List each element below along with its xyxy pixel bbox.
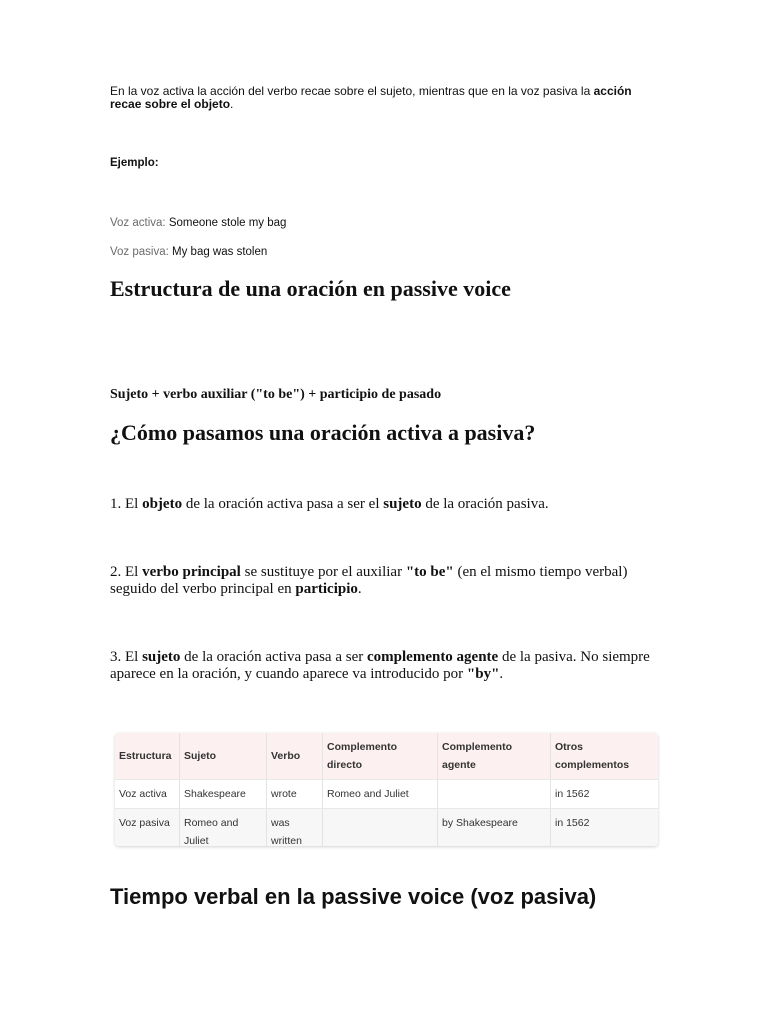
table-cell: Voz activa (115, 780, 180, 809)
intro-period: . (230, 97, 234, 111)
table-cell: Voz pasiva (115, 809, 180, 847)
step-1-bold: sujeto (383, 496, 422, 512)
step-2-bold: participio (295, 581, 358, 597)
step-1-text: de la oración activa pasa a ser el (182, 496, 384, 512)
voz-activa-line (110, 217, 286, 229)
step-3-bold: complemento agente (367, 649, 499, 665)
intro-bold: acción recae sobre el objeto (110, 84, 632, 111)
step-3-bold: "by" (466, 666, 500, 682)
step-3 (110, 649, 655, 683)
table-cell: in 1562 (551, 780, 659, 809)
voz-pasiva-label: Voz pasiva: (110, 246, 169, 258)
structure-heading: Estructura de una oración en passive voice (110, 276, 511, 301)
voz-activa-label: Voz activa: (110, 217, 166, 229)
step-2-text: . (357, 581, 362, 597)
table-header-cell: Complemento agente (438, 733, 551, 780)
step-3-text: de la oración activa pasa a ser (180, 649, 367, 665)
voz-pasiva-text: My bag was stolen (168, 246, 268, 258)
table-header-cell: Estructura (115, 733, 180, 780)
step-3-text: de la pasiva. No siempre aparece en la oración, y cuando aparece va introducido por (110, 649, 650, 682)
step-2-text: 2. El (110, 564, 143, 580)
step-2-bold: "to be" (405, 564, 454, 580)
step-1 (110, 496, 655, 513)
comparison-table (115, 733, 658, 846)
table-cell (438, 780, 551, 809)
voz-pasiva-line (110, 246, 267, 258)
table-cell: in 1562 (551, 809, 659, 847)
example-heading: Ejemplo: (110, 157, 159, 169)
table-row (115, 809, 658, 847)
step-3-bold: sujeto (142, 649, 181, 665)
step-2-bold: verbo principal (142, 564, 241, 580)
intro-text: En la voz activa la acción del verbo recae sobre el sujeto, mientras que en la voz pasiva la (110, 84, 594, 98)
table-header-cell: Sujeto (180, 733, 267, 780)
table-row (115, 780, 658, 809)
step-3-text: . (499, 666, 504, 682)
table-header-cell: Otros complementos (551, 733, 659, 780)
step-2 (110, 564, 655, 598)
step-3-text: 3. El (110, 649, 143, 665)
tense-heading: Tiempo verbal en la passive voice (voz pasiva) (110, 884, 597, 909)
table-cell: Romeo and Juliet (180, 809, 267, 847)
step-1-text: 1. El (110, 496, 143, 512)
table-cell: was written (267, 809, 323, 847)
structure-formula: Sujeto + verbo auxiliar ("to be") + participio de pasado (110, 387, 442, 402)
step-2-text: (en el mismo tiempo verbal) seguido del verbo principal en (110, 564, 628, 597)
step-1-bold: objeto (142, 496, 183, 512)
table-cell (323, 809, 438, 847)
step-1-text: de la oración pasiva. (421, 496, 549, 512)
voz-activa-text: Someone stole my bag (165, 217, 287, 229)
how-to-heading: ¿Cómo pasamos una oración activa a pasiva? (110, 420, 536, 445)
table-header-cell: Verbo (267, 733, 323, 780)
table-cell: wrote (267, 780, 323, 809)
intro-paragraph (110, 85, 655, 111)
table-header-cell: Complemento directo (323, 733, 438, 780)
step-2-text: se sustituye por el auxiliar (240, 564, 406, 580)
table-header-row (115, 733, 658, 780)
table-cell: Shakespeare (180, 780, 267, 809)
table-cell: by Shakespeare (438, 809, 551, 847)
table-cell: Romeo and Juliet (323, 780, 438, 809)
